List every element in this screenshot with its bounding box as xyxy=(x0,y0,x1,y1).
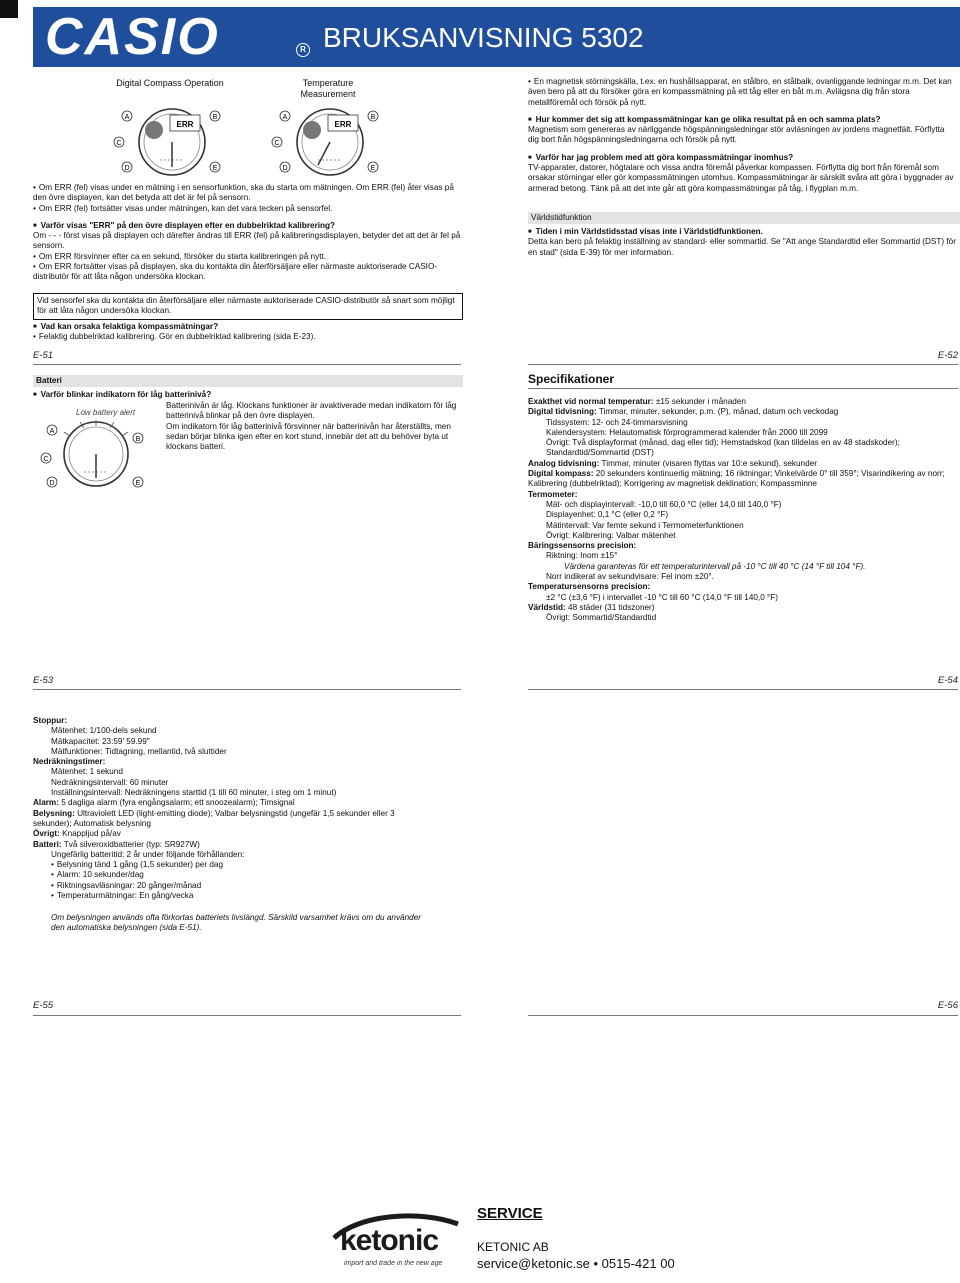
bullet-magnetic-source: • En magnetisk störningskälla, t.ex. en hushållsapparat, en stålbro, en stålbalk, ovanliggande ledningar m.m. Det kan även bero på att du försöker göra en kompassmätning på ett tåg eller en båt m.m. Avlägsna dig från stora metallföremål och försök på nytt. xyxy=(528,77,956,108)
spec-line xyxy=(528,438,960,459)
spec-value: Övrigt: Kalibrering: Valbar mätenhet xyxy=(546,530,676,540)
battery-replace-text: Om indikatorn för låg batterinivå försvinner när batterinivån har återställts, men sedan börjar blinka igen efter en kort stund, innebär det att du behöver byta ut klockans batteri. xyxy=(166,421,451,452)
bullet-err-persists: • Om ERR fortsätter visas på displayen, ska du kontakta din återförsäljare eller närmaste auktoriserade CASIO-distributör för att låta någon undersöka klockan. xyxy=(33,262,461,283)
battery-low-text: Batterinivån är låg. Klockans funktioner är avaktiverade medan indikatorn för låg batterinivå blinkar på den övre displayen. xyxy=(166,401,457,421)
question-indoors: ■ Varför har jag problem med att göra kompassmätningar inomhus? xyxy=(528,153,956,163)
spec-label: Digital tidvisning: xyxy=(528,407,597,417)
section-world-time: Världstidfunktion xyxy=(528,212,960,224)
spec-label: Världstid: xyxy=(528,602,566,612)
header-banner xyxy=(33,7,960,67)
spec2-line xyxy=(33,747,433,757)
battery-button-d-label: D xyxy=(49,480,55,487)
spec-line xyxy=(528,418,960,428)
spec-line xyxy=(528,603,960,613)
spec2-line xyxy=(33,850,433,860)
spec-line xyxy=(528,459,960,469)
question-faulty-compass: ■ Vad kan orsaka felaktiga kompassmätningar? xyxy=(33,322,461,332)
watch-diagram-battery xyxy=(40,418,152,490)
spec-value: Övrigt: Två displayformat (månad, dag eller tid); Hemstadskod (kan tilldelas en av 48 stadskoder); Standardtid/Sommartid (DST) xyxy=(546,438,900,458)
divider-e55 xyxy=(33,1015,461,1016)
spec-value: Norr indikerat av sekundvisare: Fel inom ±20°. xyxy=(546,572,714,582)
err-readout-2: ERR xyxy=(334,120,352,129)
answer-same-place: Magnetism som genereras av närliggande högspänningsledningar stör avläsningen av jordens magnetfält. Förflytta dig bort från högspänningsledningarna och försök på nytt. xyxy=(528,125,945,145)
question-low-battery: ■ Varför blinkar indikatorn för låg batterinivå? xyxy=(33,390,461,400)
spec-line xyxy=(528,510,960,520)
spec2-value: Inställningsintervall: Nedräkningens starttid (1 till 60 minuter, i steg om 1 minut) xyxy=(51,788,337,798)
button-a-label-2: A xyxy=(282,114,288,121)
spec-line xyxy=(528,397,960,407)
button-c-label-2: C xyxy=(274,140,280,147)
page-number-e56: E-56 xyxy=(937,1000,958,1011)
spec-value: Kalendersystem: Helautomatisk förprogrammerad kalender från 2000 till 2099 xyxy=(546,427,828,437)
spec-value: Värdena garanteras för ett temperaturintervall på -10 °C till 40 °C (14 °F till 104 °F). xyxy=(564,561,866,571)
answer-err-calibration: Om - - - först visas på displayen och därefter ändras till ERR (fel) på kalibreringsdisplayen, betyder det att det är fel på sensorn. xyxy=(33,231,461,251)
service-contact: service@ketonic.se • 0515-421 00 xyxy=(477,1256,675,1271)
spec-value: Mät- och displayintervall: -10,0 till 60,0 °C (eller 14,0 till 140,0 °F) xyxy=(546,499,782,509)
spec2-value: Ultraviolett LED (light-emitting diode); Valbar belysningstid (ungefär 1,5 sekunder eller 3 sekunder); Automatisk belysning xyxy=(33,808,395,828)
ketonic-logo xyxy=(330,1210,462,1270)
divider-e56 xyxy=(528,1015,958,1016)
spec-value: 48 städer (31 tidszoner) xyxy=(565,602,655,612)
spec-line xyxy=(528,531,960,541)
spec-label: Bäringssensorns precision: xyxy=(528,541,637,551)
button-b-label: B xyxy=(212,114,218,121)
spec2-label: Övrigt: xyxy=(33,829,60,839)
spec-label: Temperatursensorns precision: xyxy=(528,582,651,592)
spec-value: Displayenhet: 0,1 °C (eller 0,2 °F) xyxy=(546,510,669,520)
spec2-value: Riktningsavläsningar: 20 gånger/månad xyxy=(56,880,202,890)
spec-value: Mätintervall: Var femte sekund i Termometerfunktionen xyxy=(546,520,744,530)
divider-e53 xyxy=(33,689,461,690)
spec2-value: Mätkapacitet: 23:59' 59.99" xyxy=(51,736,150,746)
low-battery-caption: Low battery alert xyxy=(76,408,136,417)
spec2-value: Nedräkningsintervall: 60 minuter xyxy=(51,777,169,787)
spec2-value: Mätenhet: 1 sekund xyxy=(51,767,123,777)
battery-button-b-label: B xyxy=(135,436,141,443)
battery-button-a-label: A xyxy=(49,428,55,435)
spec2-line xyxy=(33,809,433,830)
spec2-line xyxy=(33,788,433,798)
spec2-line xyxy=(33,860,433,870)
spec2-label: Nedräkningstimer: xyxy=(33,757,106,767)
diagram-caption-temperature: Temperature Measurement xyxy=(300,78,356,99)
light-note: Om belysningen används ofta förkortas batteriets livslängd. Särskild varsamhet krävs om du använder den automatiska belysningen (sida E-51). xyxy=(51,913,421,933)
spec-value: Timmar, minuter, sekunder, p.m. (P), månad, datum och veckodag xyxy=(596,407,839,417)
watch-diagram-compass xyxy=(110,105,234,177)
ketonic-tagline: import and trade in the new age xyxy=(344,1260,443,1267)
bullet-err-disappears: • Om ERR försvinner efter ca en sekund, försöker du starta kalibreringen på nytt. xyxy=(33,252,461,262)
watch-diagram-temperature xyxy=(268,105,392,177)
spec-value: ±15 sekunder i månaden xyxy=(653,397,746,406)
spec-line xyxy=(528,593,960,603)
right1-tail xyxy=(528,227,956,258)
page-number-e55: E-55 xyxy=(33,1000,54,1011)
spec2-value: Belysning tänd 1 gång (1,5 sekunder) per dag xyxy=(56,860,224,870)
spec2-line xyxy=(33,798,433,808)
right1-text xyxy=(528,77,956,194)
spec-line xyxy=(528,407,960,417)
spec-line xyxy=(528,572,960,582)
spec2-value: 5 dagliga alarm (fyra engångsalarm; ett snoozealarm); Timsignal xyxy=(58,798,295,808)
section-specifications: Specifikationer xyxy=(528,372,958,389)
button-c-label: C xyxy=(116,140,122,147)
spec2-value: Två silveroxidbatterier (typ: SR927W) xyxy=(61,839,200,849)
spec2-label: Belysning: xyxy=(33,808,75,818)
spec-label: Termometer: xyxy=(528,489,578,499)
spec2-label: Alarm: xyxy=(33,798,59,808)
spec-value: Timmar, minuter (visaren flyttas var 10:e sekund), sekunder xyxy=(599,458,817,468)
spec2-value: Alarm: 10 sekunder/dag xyxy=(56,870,144,880)
divider-e51 xyxy=(33,364,461,365)
registered-icon: R xyxy=(296,43,310,57)
answer-world-time: Detta kan bero på felaktig inställning av standard- eller sommartid. Se "Att ange Standardtid eller Sommartid (DST) för en stad" (sida E-39) för mer information. xyxy=(528,237,956,257)
spec-line xyxy=(528,428,960,438)
section-battery: Batteri xyxy=(33,375,463,387)
spec2-line xyxy=(33,840,433,850)
spec-value: 20 sekunders kontinuerlig mätning; 16 riktningar; Vinkelvärde 0° till 359°; Visarindikering av norr; Kalibrering (dubbelriktad); Korrigering av magnetisk deklination; Kompassminne xyxy=(528,469,945,489)
divider-e52 xyxy=(528,364,958,365)
question-same-place: ■ Hur kommer det sig att kompassmätningar kan ge olika resultat på en och samma plats? xyxy=(528,115,956,125)
button-b-label-2: B xyxy=(370,114,376,121)
page-number-e52: E-52 xyxy=(937,350,958,361)
spec-line xyxy=(528,541,960,551)
spec-line xyxy=(528,551,960,561)
question-err-calibration: ■ Varför visas "ERR" på den övre displayen efter en dubbelriktad kalibrering? xyxy=(33,221,461,231)
casio-logo: CASIO xyxy=(45,8,220,66)
spec-label: Analog tidvisning: xyxy=(528,458,600,468)
ketonic-wordmark: ketonic xyxy=(340,1224,439,1257)
spec2-label: Batteri: xyxy=(33,839,62,849)
spec-value: Övrigt: Sommartid/Standardtid xyxy=(546,613,657,623)
spec-line xyxy=(528,500,960,510)
page-number-e53: E-53 xyxy=(33,675,54,686)
spec2-line xyxy=(33,778,433,788)
spec2-line xyxy=(33,737,433,747)
battery-button-e-label: E xyxy=(135,480,141,487)
button-a-label: A xyxy=(124,114,130,121)
left1-text xyxy=(33,183,461,283)
err-readout: ERR xyxy=(176,120,194,129)
spec2-line xyxy=(33,829,433,839)
spec-label: Exakthet vid normal temperatur: xyxy=(528,397,654,406)
spec-line xyxy=(528,582,960,592)
page-number-e51: E-51 xyxy=(33,350,54,361)
spec-line xyxy=(528,521,960,531)
diagram-caption-compass: Digital Compass Operation xyxy=(116,78,224,88)
spec-value: Riktning: Inom ±15° xyxy=(546,551,618,561)
spec2-label: Stoppur: xyxy=(33,716,68,725)
bullet-err-restart: • Om ERR (fel) visas under en mätning i en sensorfunktion, ska du starta om mätningen. Om ERR (fel) åter visas på den övre displayen, kan det betyda att det är fel på sensorn. xyxy=(33,183,461,204)
spec2-value: Ungefärlig batteritid: 2 år under följande förhållanden: xyxy=(51,849,245,859)
spec-line xyxy=(528,613,960,623)
spec-line xyxy=(528,490,960,500)
spec-label: Digital kompass: xyxy=(528,469,594,479)
button-e-label-2: E xyxy=(370,165,376,172)
button-e-label: E xyxy=(212,165,218,172)
spec-line xyxy=(528,469,960,490)
service-company: KETONIC AB xyxy=(477,1240,549,1254)
left1-tail xyxy=(33,322,461,343)
spec-list-continued xyxy=(33,716,433,901)
bullet-err-sensor: • Om ERR (fel) fortsätter visas under mätningen, kan det vara tecken på sensorfel. xyxy=(33,204,461,214)
spec2-line xyxy=(33,757,433,767)
service-heading: SERVICE xyxy=(477,1205,543,1222)
bullet-faulty-calibration: • Felaktig dubbelriktad kalibrering. Gör en dubbelriktad kalibrering (sida E-23). xyxy=(33,332,461,342)
battery-button-c-label: C xyxy=(43,456,49,463)
spec-line xyxy=(528,562,960,572)
spec2-line xyxy=(33,767,433,777)
spec-list xyxy=(528,397,960,624)
spec-value: Tidssystem: 12- och 24-timmarsvisning xyxy=(546,417,688,427)
battery-explanation xyxy=(166,401,462,452)
spec2-line xyxy=(33,881,433,891)
question-world-time: ■ Tiden i min Världstidsstad visas inte i Världstidfunktionen. xyxy=(528,227,956,237)
page-number-e54: E-54 xyxy=(937,675,958,686)
button-d-label: D xyxy=(124,165,130,172)
spec2-line xyxy=(33,870,433,880)
corner-mark xyxy=(0,0,18,18)
spec2-value: Knappljud på/av xyxy=(59,829,121,839)
spec2-value: Mätfunktioner: Tidtagning, mellantid, två sluttider xyxy=(51,746,227,756)
page-title: BRUKSANVISNING 5302 xyxy=(323,22,644,53)
answer-indoors: TV-apparater, datorer, högtalare och vissa andra föremål påverkar kompassen. Förflytta dig bort från föremål som orsakar störningar eller gör kompassmätningen utomhus. Kompassmätningar är särskilt svåra att göra i byggnader av armerad betong. Tänk på att det inte går att göra kompassmätningar på tåg, i flygplan m.m. xyxy=(528,163,954,193)
spec2-value: Temperaturmätningar: En gång/vecka xyxy=(56,891,194,901)
spec-value: ±2 °C (±3,6 °F) i intervallet -10 °C till 60 °C (14,0 °F till 140,0 °F) xyxy=(546,592,779,602)
spec2-line xyxy=(33,726,433,736)
spec2-line xyxy=(33,891,433,901)
spec2-value: Mätenhet: 1/100-dels sekund xyxy=(51,726,157,736)
spec2-line xyxy=(33,716,433,726)
button-d-label-2: D xyxy=(282,165,288,172)
divider-e54 xyxy=(528,689,958,690)
sensor-error-box: Vid sensorfel ska du kontakta din återförsäljare eller närmaste auktoriserade CASIO-distributör så snart som möjligt för att låta någon undersöka klockan. xyxy=(33,293,463,320)
